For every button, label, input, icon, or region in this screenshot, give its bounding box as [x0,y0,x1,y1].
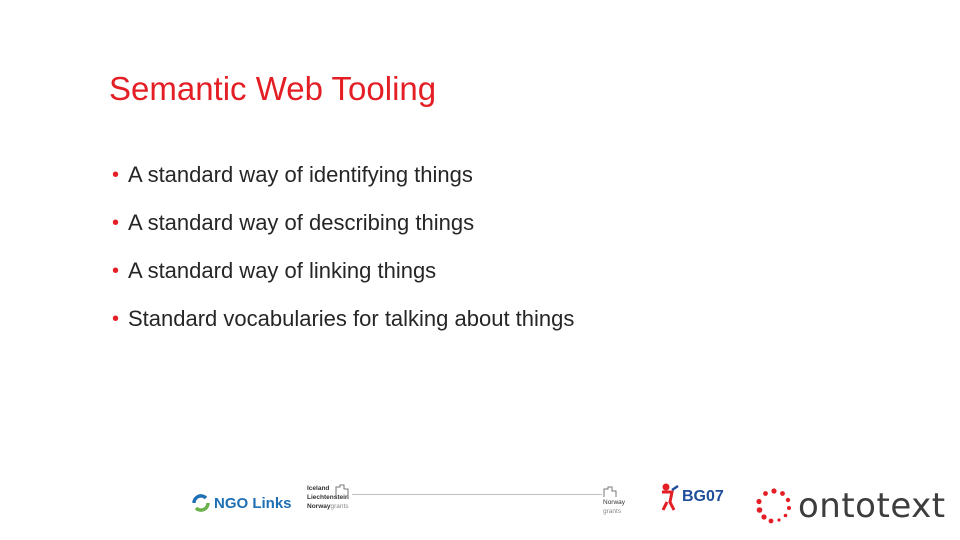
flag-icon [335,484,351,498]
bg07-figure-icon [658,482,680,512]
bullet-dot: • [112,164,120,186]
bullet-item [112,160,574,208]
footer-divider [352,494,602,495]
bullet-dot: • [112,260,120,282]
ngo-links-logo [190,492,292,514]
ngo-links-text: NGO Links [214,494,292,512]
eea-line-2: Liechtenstein [307,494,349,501]
bg07-text: BG07 [682,488,724,505]
ngo-links-icon [190,492,212,514]
eea-grants-logo [307,484,349,511]
bullet-text: A standard way of linking things [128,258,437,283]
bullet-text: A standard way of describing things [128,210,475,235]
eea-line-3: Norway [307,503,331,510]
bullet-text: Standard vocabularies for talking about things [128,306,575,331]
ontotext-dots-icon [756,488,792,524]
slide-title: Semantic Web Tooling [109,70,437,107]
ontotext-text: ontotext [798,486,946,526]
bullet-dot: • [112,308,120,330]
norway-grants: grants [603,508,622,515]
eea-line-1: Iceland [307,485,330,492]
norway-grants-logo [603,486,625,516]
ontotext-logo [756,486,946,526]
norway-line-1: Norway [603,499,626,506]
bullet-item [112,304,574,352]
bullet-item [112,256,574,304]
bullet-list [112,160,574,352]
bullet-text: A standard way of identifying things [128,162,473,187]
flag-icon [603,486,619,498]
bullet-dot: • [112,212,120,234]
eea-grants: grants [330,503,349,510]
bullet-item [112,208,574,256]
bg07-logo [658,482,724,512]
